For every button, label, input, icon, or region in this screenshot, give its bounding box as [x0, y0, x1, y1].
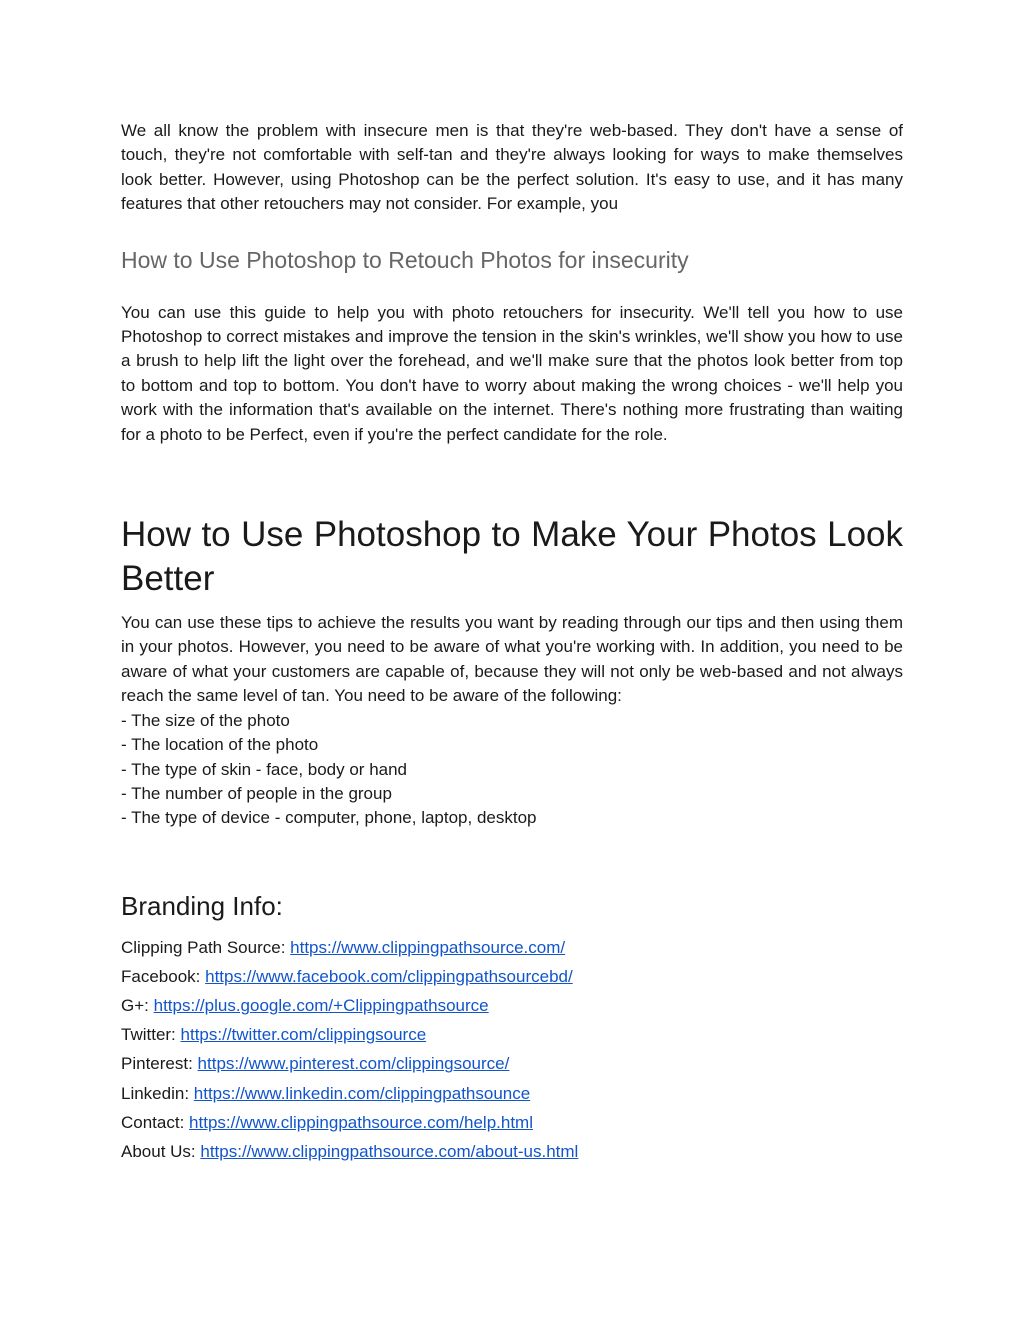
list-item: - The type of device - computer, phone, laptop, desktop: [121, 808, 537, 828]
branding-row-googleplus: [121, 991, 903, 1020]
branding-label: Linkedin:: [121, 1083, 194, 1103]
twitter-link[interactable]: https://twitter.com/clippingsource: [180, 1025, 427, 1045]
branding-label: About Us:: [121, 1142, 201, 1162]
requirements-list: [121, 709, 903, 831]
section2-heading: How to Use Photoshop to Make Your Photos Look Better: [121, 515, 903, 599]
linkedin-link[interactable]: https://www.linkedin.com/clippingpathsounce: [193, 1083, 531, 1103]
branding-label: Twitter:: [121, 1025, 181, 1045]
document-page: [121, 119, 903, 1166]
list-item: - The size of the photo: [121, 710, 290, 730]
branding-row-about: [121, 1137, 903, 1166]
branding-label: Clipping Path Source:: [121, 937, 291, 957]
branding-label: G+:: [121, 996, 154, 1016]
branding-list: [121, 933, 903, 1167]
facebook-link[interactable]: https://www.facebook.com/clippingpathsourcebd/: [205, 966, 573, 986]
branding-label: Facebook:: [121, 966, 206, 986]
list-item: - The type of skin - face, body or hand: [121, 759, 408, 779]
about-us-link[interactable]: https://www.clippingpathsource.com/about-us.html: [200, 1142, 579, 1162]
section1-paragraph: You can use this guide to help you with photo retouchers for insecurity. We'll tell you how to use Photoshop to correct mistakes and improve the tension in the skin's wrinkles, we'll show you how to use a brush to help lift the light over the forehead, and we'll make sure that the photos look better from top to bottom and top to bottom. You don't have to worry about making the wrong choices - we'll help you work with the information that's available on the internet. There's nothing more frustrating than waiting for a photo to be Perfect, even if you're the perfect candidate for the role.: [121, 302, 903, 444]
website-link[interactable]: https://www.clippingpathsource.com/: [290, 937, 566, 957]
section1-heading: How to Use Photoshop to Retouch Photos for insecurity: [121, 246, 689, 273]
branding-row-contact: [121, 1108, 903, 1137]
section2-paragraph: You can use these tips to achieve the results you want by reading through our tips and then using them in your photos. However, you need to be aware of what you're working with. In addition, you need to be aware of what your customers are capable of, because they will not only be web-based and not always reach the same level of tan. You need to be aware of the following:: [121, 613, 903, 706]
branding-label: Contact:: [121, 1112, 190, 1132]
branding-heading: Branding Info:: [121, 890, 283, 921]
contact-link[interactable]: https://www.clippingpathsource.com/help.html: [189, 1112, 533, 1132]
branding-row-twitter: [121, 1020, 903, 1049]
intro-paragraph: We all know the problem with insecure men is that they're web-based. They don't have a sense of touch, they're not comfortable with self-tan and they're always looking for ways to make themselves look better. However, using Photoshop can be the perfect solution. It's easy to use, and it has many features that other retouchers may not consider. For example, you: [121, 121, 903, 214]
branding-row-linkedin: [121, 1079, 903, 1108]
googleplus-link[interactable]: https://plus.google.com/+Clippingpathsource: [153, 996, 489, 1016]
pinterest-link[interactable]: https://www.pinterest.com/clippingsource/: [197, 1054, 510, 1074]
branding-label: Pinterest:: [121, 1054, 198, 1074]
branding-row-facebook: [121, 962, 903, 991]
list-item: - The number of people in the group: [121, 783, 392, 803]
list-item: - The location of the photo: [121, 735, 319, 755]
branding-row-website: [121, 933, 903, 962]
branding-row-pinterest: [121, 1049, 903, 1078]
